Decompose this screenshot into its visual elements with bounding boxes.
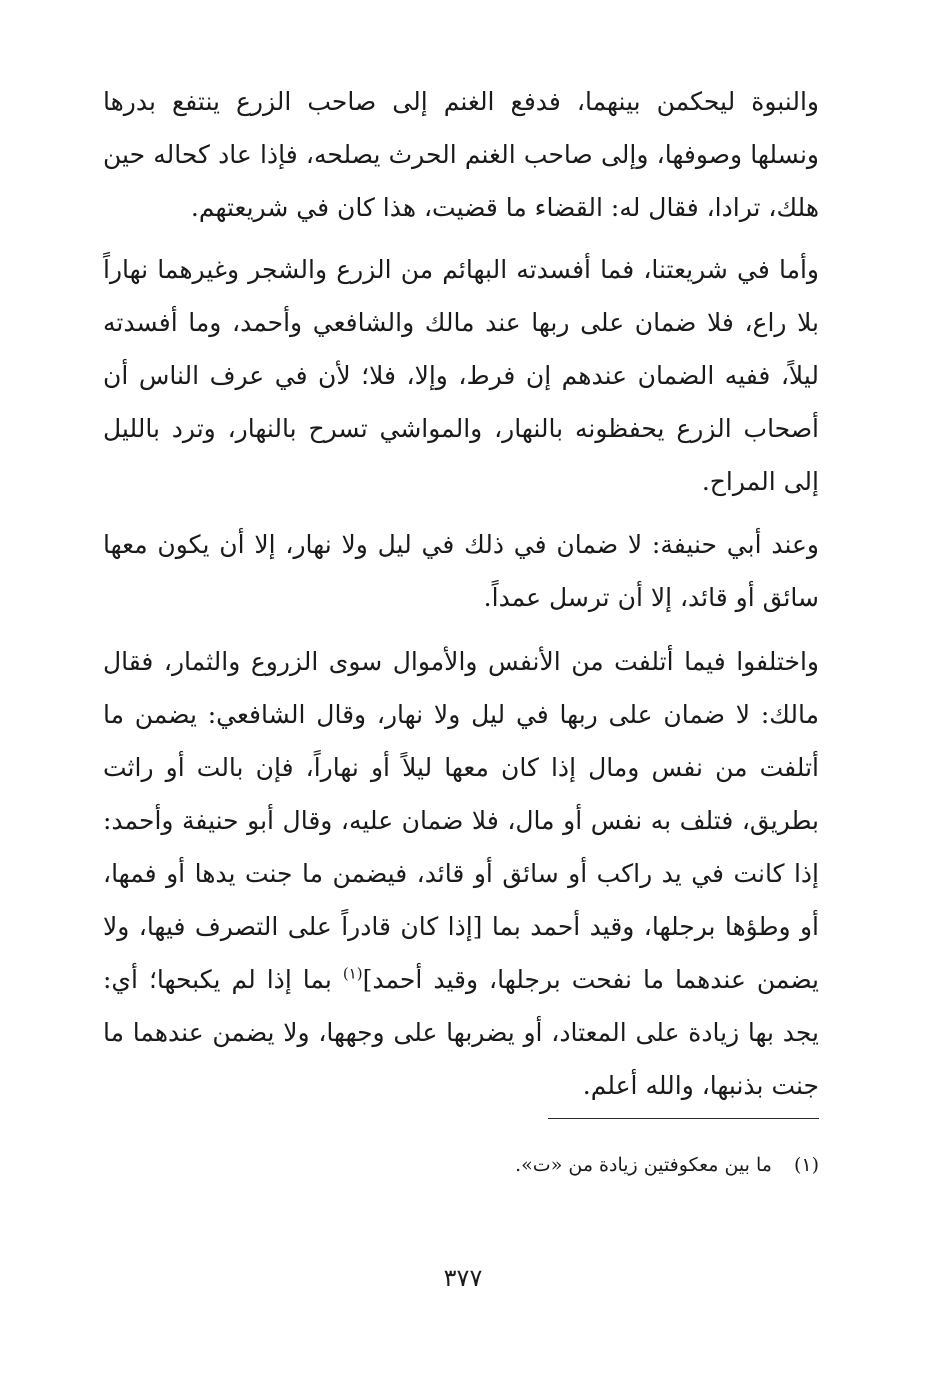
footnote xyxy=(515,1150,819,1180)
main-text-block-4 xyxy=(103,635,819,1112)
paragraph-3: وعند أبي حنيفة: لا ضمان في ذلك في ليل ولا نهار، إلا أن يكون معها سائق أو قائد، إلا أن ترسل عمداً. xyxy=(103,530,819,612)
paragraph-4-part-1: واختلفوا فيما أتلفت من الأنفس والأموال سوى الزروع والثمار، فقال مالك: لا ضمان على ربها في ليل ولا نهار، وقال الشافعي: يضمن ما أتلفت من نفس ومال إذا كان معها ليلاً أو نهاراً، فإن بالت أو راثت بطريق، فتلف به نفس أو مال، فلا ضمان عليه، وقال أبو حنيفة وأحمد: إذا كانت في يد راكب أو سائق أو قائد، فيضمن ما جنت يدها أو فمها، أو وطؤها برجلها، وقيد أحمد بما [إذا كان قادراً على التصرف فيها، ولا يضمن عندهما ما نفحت برجلها، وقيد أحمد] xyxy=(103,647,819,994)
page-number: ٣٧٧ xyxy=(443,1264,483,1292)
paragraph-4-part-2: بما إذا لم يكبحها؛ أي: يجد بها زيادة على المعتاد، أو يضربها على وجهها، ولا يضمن عندهما ما جنت بذنبها، والله أعلم. xyxy=(103,965,819,1100)
footnote-number: (١) xyxy=(793,1154,819,1176)
footnote-text: ما بين معكوفتين زيادة من «ت». xyxy=(515,1154,772,1176)
main-text-block-1 xyxy=(103,75,819,234)
paragraph-4 xyxy=(103,635,819,1112)
footnote-reference: (١) xyxy=(342,964,363,983)
footnote-separator xyxy=(548,1118,819,1119)
paragraph-1: والنبوة ليحكمن بينهما، فدفع الغنم إلى صاحب الزرع ينتفع بدرها ونسلها وصوفها، وإلى صاحب الغنم الحرث يصلحه، فإذا عاد كحاله حين هلك، ترادا، فقال له: القضاء ما قضيت، هذا كان في شريعتهم. xyxy=(103,87,819,222)
main-text-block-2 xyxy=(103,243,819,508)
main-text-block-3 xyxy=(103,518,819,624)
paragraph-2: وأما في شريعتنا، فما أفسدته البهائم من الزرع والشجر وغيرهما نهاراً بلا راع، فلا ضمان على ربها عند مالك والشافعي وأحمد، وما أفسدته ليلاً، ففيه الضمان عندهم إن فرط، وإلا، فلا؛ لأن في عرف الناس أن أصحاب الزرع يحفظونه بالنهار، والمواشي تسرح بالنهار، وترد بالليل إلى المراح. xyxy=(103,255,819,496)
